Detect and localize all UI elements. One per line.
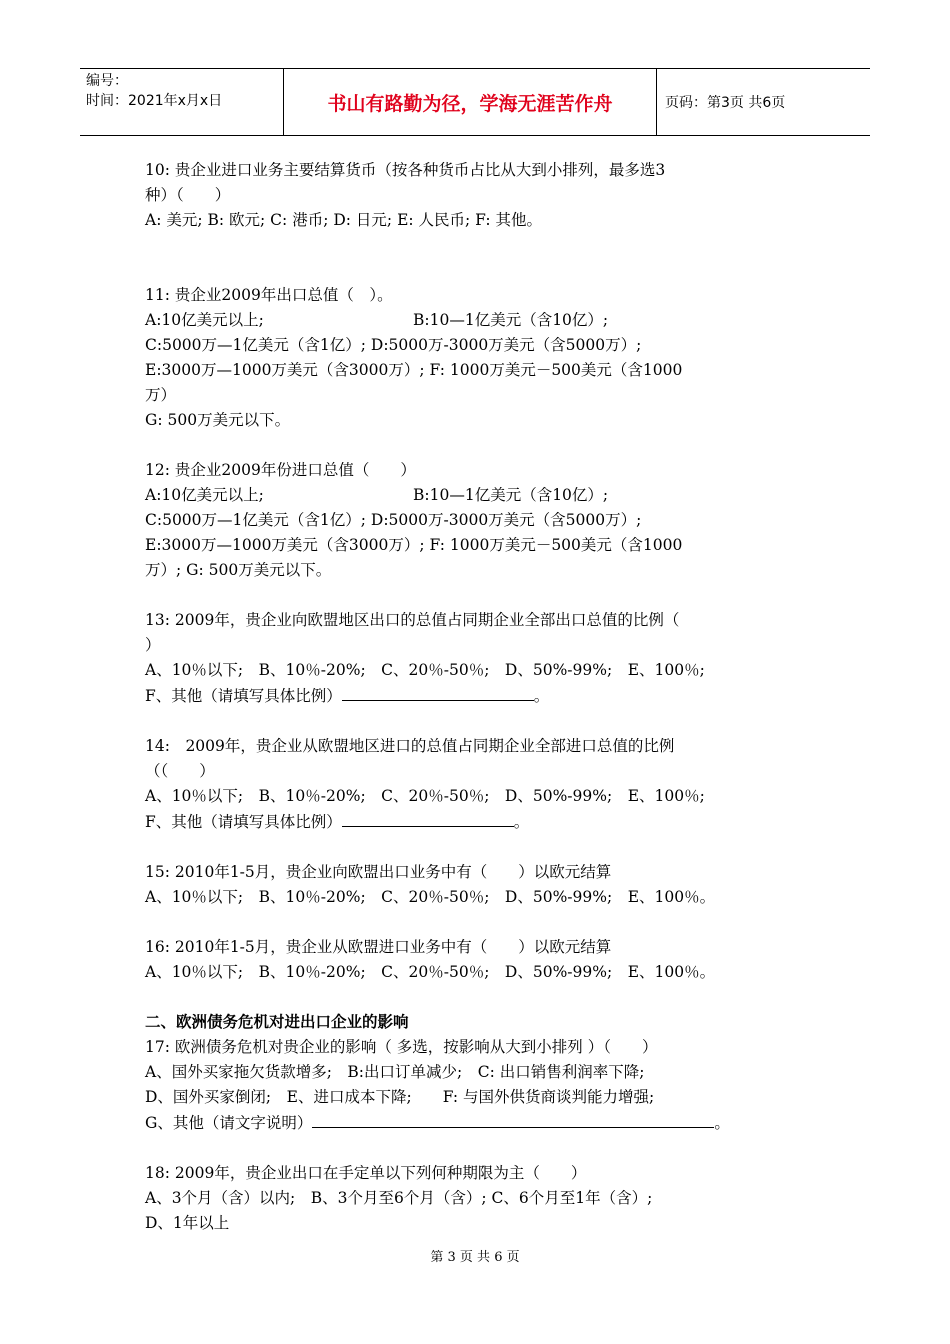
q16-options: A、10％以下; B、10％-20%; C、20％-50％; D、50%-99%; E、100％。 xyxy=(145,963,716,981)
q17-end-mark: 。 xyxy=(714,1114,730,1132)
q17-other-label: G、其他（请文字说明） xyxy=(145,1114,313,1132)
q11-options-ef-line1: E:3000万—1000万美元（含3000万）; F: 1000万美元－500美元（含1000 xyxy=(145,361,683,379)
q13-stem-line2: ） xyxy=(145,636,161,654)
q16-stem: 16: 2010年1-5月，贵企业从欧盟进口业务中有（ ）以欧元结算 xyxy=(145,938,612,956)
q13-options: A、10％以下; B、10％-20%; C、20％-50％; D、50%-99%; E、100％; xyxy=(145,661,705,679)
q11-option-a: A:10亿美元以上; xyxy=(145,311,264,329)
question-11 xyxy=(145,283,805,433)
q17-fill-blank[interactable] xyxy=(312,1110,714,1128)
q11-options-cd: C:5000万—1亿美元（含1亿）; D:5000万-3000万美元（含5000万）; xyxy=(145,336,642,354)
q13-other-label: F、其他（请填写具体比例） xyxy=(145,687,342,705)
q13-fill-blank[interactable] xyxy=(342,683,534,701)
q15-stem: 15: 2010年1-5月，贵企业向欧盟出口业务中有（ ）以欧元结算 xyxy=(145,863,612,881)
q11-options-ef-line2: 万） xyxy=(145,386,177,404)
q12-options-ef-line2: 万）; G: 500万美元以下。 xyxy=(145,561,332,579)
question-14 xyxy=(145,734,805,835)
q17-options-line1: A、国外买家拖欠货款增多; B:出口订单减少; C: 出口销售利润率下降; xyxy=(145,1063,645,1081)
question-15 xyxy=(145,860,805,910)
header-left-cell xyxy=(80,69,283,135)
q11-stem: 11: 贵企业2009年出口总值（ ）。 xyxy=(145,286,393,304)
q11-option-g: G: 500万美元以下。 xyxy=(145,411,291,429)
page-info: 页码：第3页 共6页 xyxy=(665,95,786,111)
question-18 xyxy=(145,1161,805,1236)
q13-other xyxy=(145,683,805,709)
q13-end-mark: 。 xyxy=(533,687,550,705)
q14-fill-blank[interactable] xyxy=(342,809,514,827)
document-body xyxy=(145,158,805,1236)
code-label: 编号： xyxy=(86,73,128,89)
page-footer: 第 3 页 共 6 页 xyxy=(430,1250,520,1265)
q12-option-a: A:10亿美元以上; xyxy=(145,486,264,504)
q11-options-ab xyxy=(145,308,805,333)
q17-stem: 17: 欧洲债务危机对贵企业的影响（ 多选，按影响从大到小排列 ）（ ） xyxy=(145,1038,658,1056)
motto: 书山有路勤为径，学海无涯苦作舟 xyxy=(283,69,657,135)
q14-other xyxy=(145,809,805,835)
q18-stem: 18: 2009年，贵企业出口在手定单以下列何种期限为主（ ） xyxy=(145,1164,587,1182)
q14-other-label: F、其他（请填写具体比例） xyxy=(145,813,342,831)
q10-options: A: 美元; B: 欧元; C: 港币; D: 日元; E: 人民币; F: 其他。 xyxy=(145,211,543,229)
question-12 xyxy=(145,458,805,583)
q12-stem: 12: 贵企业2009年份进口总值（ ） xyxy=(145,461,416,479)
question-13 xyxy=(145,608,805,709)
q12-options-ef-line1: E:3000万—1000万美元（含3000万）; F: 1000万美元－500美元（含1000 xyxy=(145,536,683,554)
q15-options: A、10％以下; B、10％-20%; C、20％-50％; D、50%-99%; E、100％。 xyxy=(145,888,716,906)
q17-other xyxy=(145,1110,805,1136)
q17-options-line2: D、国外买家倒闭; E、进口成本下降; F: 与国外供货商谈判能力增强; xyxy=(145,1088,655,1106)
time-label: 时间：2021年x月x日 xyxy=(86,93,223,109)
q12-options-cd: C:5000万—1亿美元（含1亿）; D:5000万-3000万美元（含5000万）; xyxy=(145,511,642,529)
question-16 xyxy=(145,935,805,985)
q14-options: A、10％以下; B、10％-20%; C、20％-50％; D、50%-99%; E、100％; xyxy=(145,787,705,805)
q12-option-b: B:10—1亿美元（含10亿）; xyxy=(413,486,609,504)
q14-end-mark: 。 xyxy=(513,813,530,831)
q11-option-b: B:10—1亿美元（含10亿）; xyxy=(413,311,609,329)
q14-stem-line1: 14: 2009年，贵企业从欧盟地区进口的总值占同期企业全部进口总值的比例 xyxy=(145,737,675,755)
question-17 xyxy=(145,1035,805,1136)
question-10 xyxy=(145,158,805,233)
q10-stem-line1: 10: 贵企业进口业务主要结算货币（按各种货币占比从大到小排列，最多选3 xyxy=(145,161,666,179)
q18-options-line2: D、1年以上 xyxy=(145,1214,230,1232)
q10-stem-line2: 种）（ ） xyxy=(145,186,231,204)
q13-stem-line1: 13: 2009年，贵企业向欧盟地区出口的总值占同期企业全部出口总值的比例（ xyxy=(145,611,680,629)
q14-stem-line2: （（ ） xyxy=(145,762,215,780)
q12-options-ab xyxy=(145,483,805,508)
section-heading: 二、欧洲债务危机对进出口企业的影响 xyxy=(145,1013,409,1031)
q18-options-line1: A、3个月（含）以内; B、3个月至6个月（含）; C、6个月至1年（含）; xyxy=(145,1189,653,1207)
page-header xyxy=(80,68,870,136)
